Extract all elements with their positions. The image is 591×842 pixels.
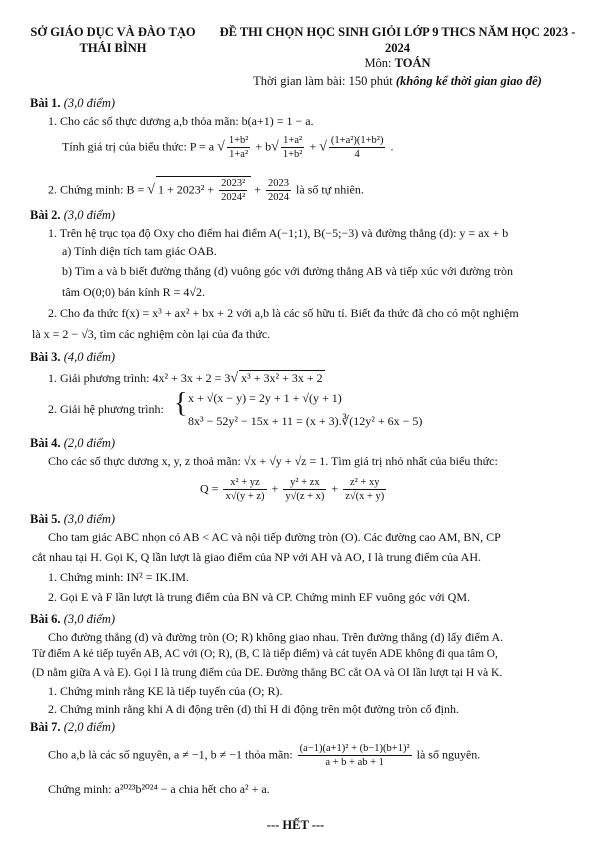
- time-note: (không kể thời gian giao đề): [395, 74, 542, 88]
- problem-5-line-1: Cho tam giác ABC nhọn có AB < AC và nội tiếp đường tròn (O). Các đường cao AM, BN, CP: [48, 530, 501, 544]
- problem-2-line-2: a) Tính diện tích tam giác OAB.: [62, 244, 217, 258]
- problem-6-heading: [30, 612, 115, 627]
- problem-1-formula-b: 2. Chứng minh: B = √ 1 + 2023² + $\frac{\text{2023²}}{\text{2024²}}$ + $\frac{2023}{2024}$ là số tự nhiên.: [48, 178, 364, 203]
- formula-label: Cho a,b là các số nguyên, a ≠ −1, b ≠ −1 thỏa mãn:: [48, 747, 293, 762]
- problem-2-line-6: là x = 2 − √3, tìm các nghiệm còn lại của đa thức.: [32, 327, 271, 341]
- problem-1-formula-p: Tính giá trị của biểu thức: P = a √ $\frac{\text{1+b²}}{\text{1+a²}}$ + b√ $\frac{\text{1+a²}}{\text{1+b²}}$ + √ $\frac{\text{(1+a²)(1+b²)}}{4}$ .: [62, 135, 394, 160]
- formula-label: Tính giá trị của biểu thức: P = a: [62, 139, 215, 154]
- problem-5-heading: [30, 512, 115, 527]
- problem-7-heading: [30, 720, 115, 735]
- problem-4-formula-q: Q = $\frac{\text{x² + yz}}{x√(y + z)}$ + $\frac{\text{y² + zx}}{y√(z + x)}$ + $\frac{\text{z² + xy}}{z√(x + y)}$: [200, 477, 385, 502]
- problem-title: Bài 7.: [30, 720, 61, 734]
- problem-title: Bài 4.: [30, 436, 61, 450]
- problem-2-line-1: 1. Trên hệ trục tọa độ Oxy cho điểm hai điểm A(−1;1), B(−5;−3) và đường thẳng (d): y = ax + b: [48, 226, 509, 240]
- formula-tail: là số tự nhiên.: [296, 182, 364, 197]
- exam-title: ĐỀ THI CHỌN HỌC SINH GIỎI LỚP 9 THCS NĂM HỌC 2023 - 2024: [219, 25, 576, 55]
- problem-points: (4,0 điểm): [63, 350, 116, 364]
- problem-7-formula: [48, 742, 480, 769]
- problem-6-line-3: (D nằm giữa A và E). Gọi I là trung điểm của DE. Đường thẳng BC cắt OA và OI lần lượt tại H và K.: [32, 666, 503, 679]
- problem-3-system-label: 2. Giải hệ phương trình:: [48, 402, 164, 416]
- problem-title: Bài 3.: [30, 350, 61, 364]
- problem-6-line-2: Từ điểm A kẻ tiếp tuyến AB, AC với (O; R), (B, C là tiếp điểm) và cát tuyến ADE không đi qua tâm O,: [32, 648, 498, 660]
- department-name: SỞ GIÁO DỤC VÀ ĐÀO TẠO: [30, 25, 196, 39]
- problem-title: Bài 5.: [30, 512, 61, 526]
- problem-5-line-2: cắt nhau tại H. Gọi K, Q lần lượt là giao điểm của NP với AH và AO, I là trung điểm của AH.: [32, 550, 481, 564]
- problem-title: Bài 2.: [30, 208, 61, 222]
- radicand: x³ + 3x² + 3x + 2: [241, 371, 323, 385]
- problem-3-system-eq-2: 8x³ − 52y² − 15x + 11 = (x + 3).∛(12y² + 6x − 5): [188, 414, 423, 428]
- problem-6-line-5: 2. Chứng minh rằng khi A di động trên (d) thì H di động trên một đường tròn cố định.: [48, 702, 459, 716]
- problem-3-system-eq-1: x + √(x − y) = 2y + 1 + √(y + 1): [188, 391, 342, 405]
- problem-2-heading: [30, 208, 115, 223]
- problem-6-line-1: Cho đường thẳng (d) và đường tròn (O; R) không giao nhau. Trên đường thẳng (d) lấy điểm A.: [48, 630, 504, 644]
- formula-label: 2. Chứng minh: B =: [48, 182, 145, 197]
- problem-points: (3,0 điểm): [63, 96, 116, 110]
- problem-6-line-4: 1. Chứng minh rằng KE là tiếp tuyến của (O; R).: [48, 684, 283, 698]
- problem-points: (2,0 điểm): [63, 436, 116, 450]
- time-line: [210, 74, 585, 89]
- problem-3-heading: [30, 350, 115, 365]
- problem-2-line-3: b) Tìm a và b biết đường thẳng (d) vuông góc với đường thẳng AB và tiếp xúc với đường tròn: [62, 264, 513, 278]
- end-marker: --- HẾT ---: [266, 818, 325, 832]
- problem-4-heading: [30, 436, 115, 451]
- problem-5-line-3: 1. Chứng minh: IN² = IK.IM.: [48, 570, 189, 584]
- formula-label: 1. Giải phương trình: 4x² + 3x + 2 = 3: [48, 371, 231, 385]
- subject-line: [210, 56, 585, 71]
- problem-2-line-4: tâm O(0;0) bán kính R = 4√2.: [62, 285, 206, 299]
- time-label: Thời gian làm bài: 150 phút: [253, 74, 396, 88]
- system-brace: {: [174, 388, 188, 419]
- formula-label: Q =: [200, 481, 219, 496]
- subject-name: TOÁN: [394, 56, 431, 70]
- problem-7-line-2: Chứng minh: a²⁰²³b²⁰²⁴ − a chia hết cho a² + a.: [48, 782, 270, 796]
- problem-5-line-4: 2. Gọi E và F lần lượt là trung điểm của BN và CP. Chứng minh EF vuông góc với QM.: [48, 590, 471, 604]
- department-header: [18, 24, 208, 56]
- problem-title: Bài 1.: [30, 96, 61, 110]
- problem-points: (3,0 điểm): [63, 208, 116, 222]
- problem-1-heading: [30, 96, 115, 111]
- formula-tail: là số nguyên.: [416, 747, 481, 762]
- problem-4-line-1: Cho các số thực dương x, y, z thoả mãn: √x + √y + √z = 1. Tìm giá trị nhỏ nhất của biểu thức:: [48, 454, 498, 468]
- problem-points: (3,0 điểm): [63, 512, 116, 526]
- province-name: THÁI BÌNH: [79, 41, 147, 55]
- problem-1-line-1: 1. Cho các số thực dương a,b thỏa mãn: b(a+1) = 1 − a.: [48, 114, 314, 128]
- problem-points: (3,0 điểm): [63, 612, 116, 626]
- problem-points: (2,0 điểm): [63, 720, 116, 734]
- subject-label: Môn:: [364, 56, 395, 70]
- fraction-denominator: a + b + ab + 1: [325, 757, 384, 768]
- problem-2-line-5: 2. Cho đa thức f(x) = x³ + ax² + bx + 2 với a,b là các số hữu tỉ. Biết đa thức đã cho có một nghiệm: [48, 306, 519, 320]
- fraction-numerator: (a−1)(a+1)² + (b−1)(b+1)²: [299, 743, 410, 754]
- problem-3-equation: 1. Giải phương trình: 4x² + 3x + 2 = 3√ x³ + 3x² + 3x + 2: [48, 371, 323, 386]
- problem-title: Bài 6.: [30, 612, 61, 626]
